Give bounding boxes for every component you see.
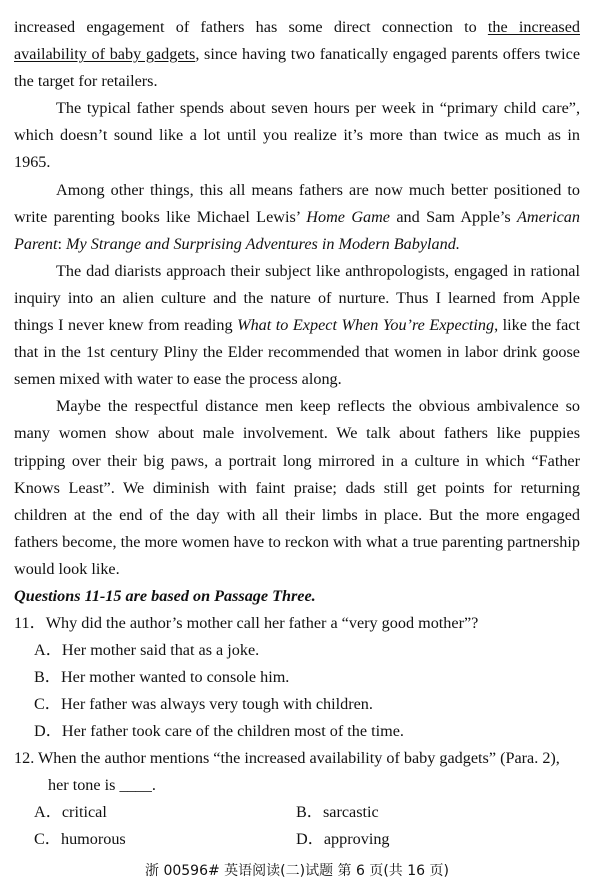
paragraph-1: [14, 14, 580, 95]
book-title: American Parent: [14, 207, 580, 253]
document-page: [14, 14, 580, 853]
text: , like the fact that in the 1st century Pliny the Elder recommended that women in labor drink goose semen mixed with water to ease the process along.: [14, 316, 580, 389]
question-12-option-a: A．critical: [34, 802, 107, 821]
question-12-option-d: D．approving: [296, 829, 390, 848]
text: increased engagement of fathers has some direct connection to: [14, 18, 488, 36]
text: :: [57, 234, 67, 253]
question-12-option-c: C．humorous: [34, 829, 126, 848]
page-footer: 浙 00596# 英语阅读(二)试题 第 6 页(共 16 页): [145, 863, 449, 879]
text: , since having two fanatically engaged parents offers twice the target for retailers.: [14, 45, 581, 91]
book-title: Home Game: [306, 207, 390, 226]
question-11-stem: 11．Why did the author’s mother call her father a “very good mother”?: [14, 613, 479, 632]
underlined-phrase: the increased availability of baby gadgets: [14, 18, 580, 64]
text: The dad diarists approach their subject like anthropologists, engaged in rational inquiry into an alien culture and the nature of nurture. Thus I learned from Apple things I never knew from reading: [14, 261, 580, 335]
text: and Sam Apple’s: [389, 207, 518, 226]
paragraph-2: The typical father spends about seven hours per week in “primary child care”, which doesn’t sound like a lot until you realize it’s more than twice as much as in 1965.: [14, 99, 580, 172]
question-11-option-c: C．Her father was always very tough with children.: [34, 694, 373, 713]
book-subtitle: My Strange and Surprising Adventures in Modern Babyland.: [66, 234, 460, 253]
question-12-stem-continued: her tone is ____.: [48, 775, 156, 794]
question-12-stem: 12. When the author mentions “the increased availability of baby gadgets” (Para. 2),: [14, 748, 560, 767]
question-12-options-row-2: [14, 826, 580, 853]
questions-heading: Questions 11-15 are based on Passage Three.: [14, 586, 316, 605]
text: Among other things, this all means fathers are now much better positioned to write parenting books like Michael Lewis’: [14, 180, 580, 226]
question-11-option-b: B．Her mother wanted to console him.: [34, 667, 290, 686]
question-12-option-b: B．sarcastic: [296, 802, 379, 821]
question-12-options-row-1: [14, 799, 580, 826]
paragraph-3: [14, 177, 580, 258]
paragraph-5: Maybe the respectful distance men keep reflects the obvious ambivalence so many women show about male involvement. We talk about fathers like puppies tripping over their big paws, a portrait long mirrored in a culture in which “Father Knows Least”. We diminish with faint praise; dads still get points for returning children at the end of the day with all their limbs in place. But the more engaged fathers become, the more women have to reckon with what a true parenting partnership would look like.: [14, 397, 580, 578]
question-11-option-d: D．Her father took care of the children most of the time.: [34, 721, 404, 740]
book-title: What to Expect When You’re Expecting: [237, 316, 495, 335]
question-11-option-a: A．Her mother said that as a joke.: [34, 640, 260, 659]
paragraph-4: [14, 258, 580, 393]
